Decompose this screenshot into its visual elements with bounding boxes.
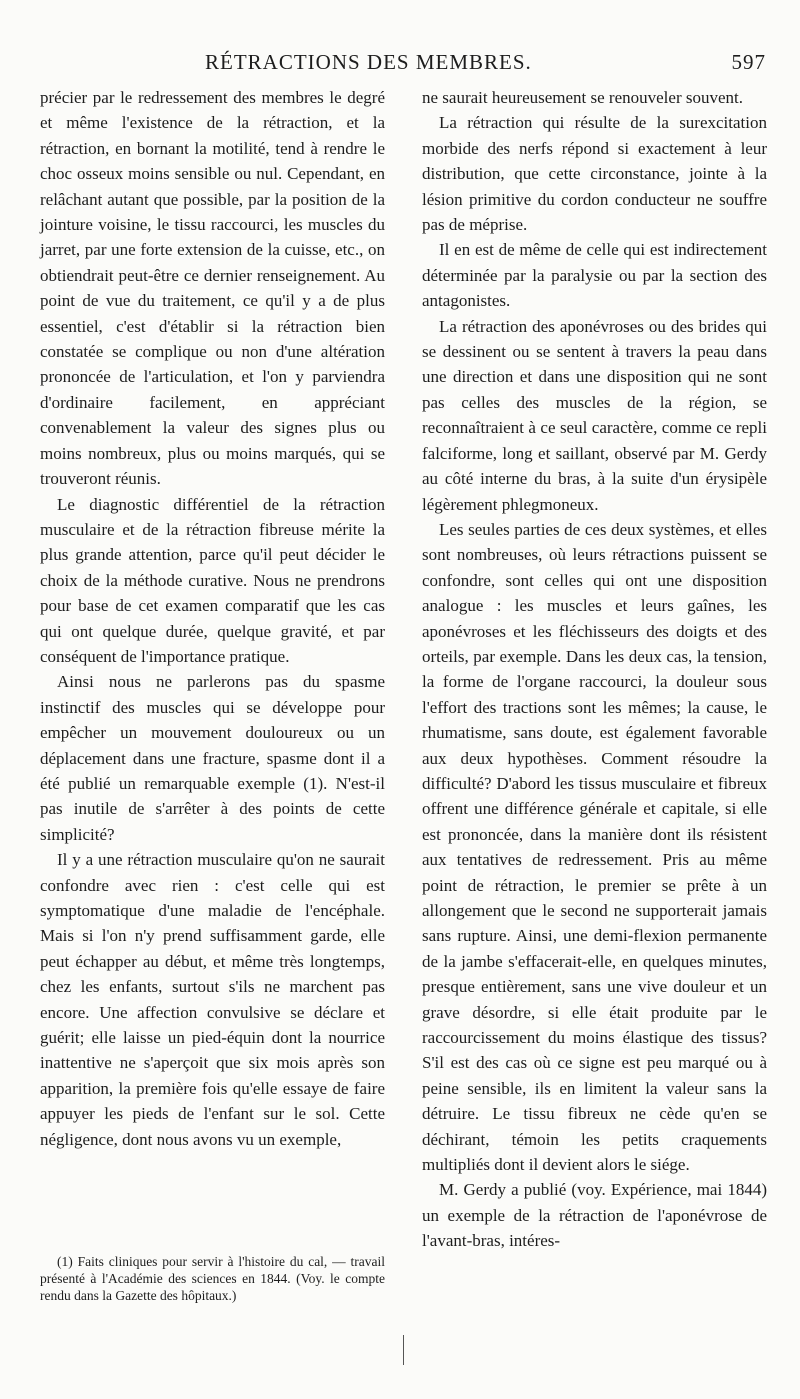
paragraph: Les seules parties de ces deux systèmes, et elles sont nombreuses, où leurs rétractions puissent se confondre, sont celles qui ont une disposition analogue : les muscles et leurs gaînes, les aponévroses et les fléchisseurs des doigts et des orteils, par exemple. Dans les deux cas, la tension, la forme de l'organe raccourci, la douleur sous l'effort des tractions sont les mêmes; la cause, le rhumatisme, sans doute, est également favorable aux deux hypothèses. Comment résoudre la difficulté? D'abord les tissus musculaire et fibreux offrent une différence générale et capitale, si elle est prononcée, dans la manière dont ils résistent aux tentatives de redressement. Pris au même point de rétraction, le premier se prête à un allongement que le second ne supporterait jamais sans rupture. Ainsi, une demi-flexion permanente de la jambe s'effacerait-elle, en quelques minutes, presque entièrement, sans une vive douleur et un grave désordre, si elle était produite par le raccourcissement du moins élastique des tissus? S'il est des cas où ce signe est peu marqué ou à peine sensible, ils en limitent la valeur sans la détruire. Le tissu fibreux ne cède qu'en se déchirant, témoin les petits craquements multipliés dont il devient alors le siége. bbox=[422, 519, 767, 1175]
left-column bbox=[40, 85, 385, 1152]
paragraph: Il y a une rétraction musculaire qu'on ne saurait confondre avec rien : c'est celle qui est symptomatique d'une maladie de l'encéphale. Mais si l'on n'y prend suffisamment garde, elle peut échapper au début, et même très longtemps, chez les enfants, surtout s'ils ne marchent pas encore. Une affection convulsive se déclare et guérit; elle laisse un pied-équin dont la nourrice inattentive ne s'aperçoit que six mois après son apparition, la première fois qu'elle essaye de faire appuyer les pieds de l'enfant sur le sol. Cette négligence, dont nous avons vu un exemple, bbox=[40, 850, 385, 1149]
running-head bbox=[40, 50, 766, 80]
paragraph: La rétraction des aponévroses ou des brides qui se dessinent ou se sentent à travers la peau dans une direction et dans une disposition qui ne sont pas celles des muscles de la région, se reconnaîtraient à ce seul caractère, comme ce repli falciforme, long et saillant, observé par M. Gerdy au côté interne du bras, à la suite d'un érysipèle légèrement phlegmoneux. bbox=[422, 316, 767, 514]
paragraph: Ainsi nous ne parlerons pas du spasme instinctif des muscles qui se développe pour empêcher un mouvement douloureux ou un déplacement dans une fracture, spasme dont il a été publié un remarquable exemple (1). N'est-il pas inutile de s'arrêter à des points de cette simplicité? bbox=[40, 672, 385, 844]
paragraph: Le diagnostic différentiel de la rétraction musculaire et de la rétraction fibreuse mérite la plus grande attention, parce qu'il peut décider le choix de la méthode curative. Nous ne prendrons pour base de cet examen comparatif que les cas qui ont quelque durée, quelque gravité, et par conséquent de l'importance pratique. bbox=[40, 494, 385, 666]
paragraph: ne saurait heureusement se renouveler souvent. bbox=[422, 88, 743, 107]
paragraph: précier par le redressement des membres le degré et même l'existence de la rétraction, et la rétraction, en bornant la motilité, tend à rendre le choc osseux moins sensible ou nul. Cependant, en relâchant autant que possible, par la position de la jointure voisine, le tissu raccourci, les muscles du jarret, par une forte extension de la cuisse, etc., on obtiendrait peut-être ce dernier renseignement. Au point de vue du traitement, ce qu'il y a de plus essentiel, c'est d'établir si la rétraction bien constatée se complique ou non d'une altération prononcée de l'articulation, et l'on y parviendra d'ordinaire facilement, en appréciant convenablement la valeur des signes plus ou moins nombreux, plus ou moins marqués, qui se trouveront réunis. bbox=[40, 88, 385, 489]
footnote-text: (1) Faits cliniques pour servir à l'histoire du cal, — travail présenté à l'Académie des sciences en 1844. (Voy. le compte rendu dans la Gazette des hôpitaux.) bbox=[40, 1254, 385, 1303]
column-divider bbox=[403, 1335, 404, 1365]
page-number: 597 bbox=[731, 50, 766, 74]
right-column bbox=[422, 85, 767, 1254]
running-title: RÉTRACTIONS DES MEMBRES. bbox=[205, 50, 532, 74]
paragraph: Il en est de même de celle qui est indirectement déterminée par la paralysie ou par la section des antagonistes. bbox=[422, 240, 767, 311]
paragraph: La rétraction qui résulte de la surexcitation morbide des nerfs répond si exactement à leur distribution, que cette circonstance, jointe à la lésion primitive du cordon conducteur ne souffre pas de méprise. bbox=[422, 113, 767, 235]
footnote bbox=[40, 1253, 385, 1304]
paragraph: M. Gerdy a publié (voy. Expérience, mai 1844) un exemple de la rétraction de l'aponévrose de l'avant-bras, intéres- bbox=[422, 1180, 767, 1251]
